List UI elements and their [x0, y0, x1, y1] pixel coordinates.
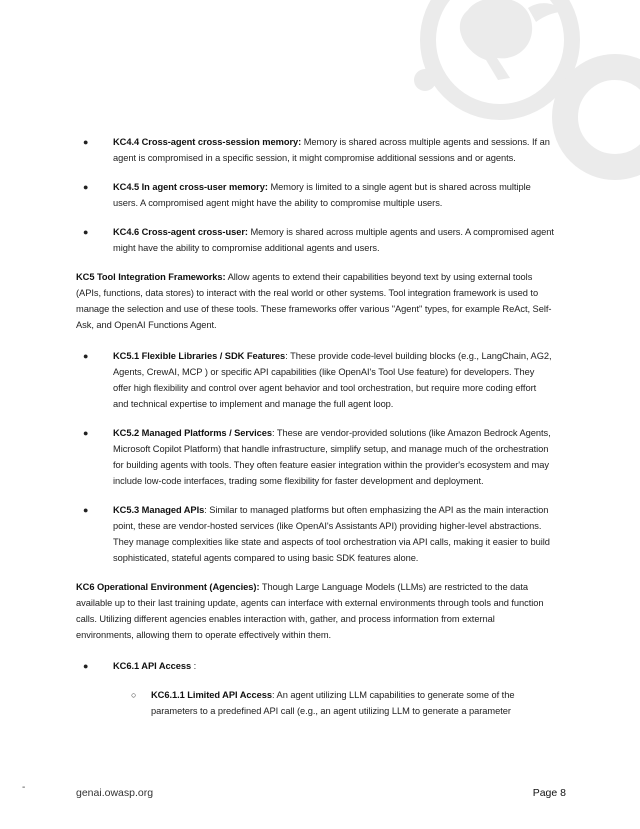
watermark-dot: [414, 69, 436, 91]
watermark-ring-small: [565, 67, 640, 167]
paragraph-title: KC6 Operational Environment (Agencies):: [76, 582, 260, 592]
list-item-kc4-5: [76, 179, 554, 211]
footer-url[interactable]: genai.owasp.org: [76, 787, 154, 799]
item-title: KC5.2 Managed Platforms / Services: [113, 428, 272, 438]
item-title: KC5.1 Flexible Libraries / SDK Features: [113, 351, 286, 361]
item-text: : These provide code-level building blocks (e.g., LangChain, AG2, Agents, CrewAI, MCP ) or specific API capabilities (like OpenAI's Tool Use feature) for developers. They offer high flexibility and control over agent behavior and tool orchestration, but require more coding effort and technical expertise to implement and manage the full agent loop.: [113, 351, 552, 409]
page-number: Page 8: [532, 787, 566, 799]
list-item-kc5-3: [76, 502, 554, 566]
bullet-icon: ●: [83, 505, 89, 515]
watermark-ring-large: [428, 0, 572, 112]
bullet-icon: ●: [83, 227, 89, 237]
item-title: KC4.4 Cross-agent cross-session memory:: [113, 137, 302, 147]
item-title: KC5.3 Managed APIs: [113, 505, 205, 515]
wasp-icon: [460, 0, 562, 80]
sub-list-item-kc6-1-1: [76, 687, 554, 719]
list-item-kc5-1: [76, 348, 554, 412]
hollow-bullet-icon: ○: [131, 690, 137, 700]
bullet-icon: ●: [83, 661, 89, 671]
item-text: Memory is limited to a single agent but is shared across multiple users. A compromised agent might have the ability to compromise multiple users.: [113, 182, 531, 208]
list-item-kc4-6: [76, 224, 554, 256]
bullet-icon: ●: [83, 428, 89, 438]
list-item-kc4-4: [76, 134, 554, 166]
bullet-icon: ●: [83, 182, 89, 192]
bullet-icon: ●: [83, 351, 89, 361]
item-text: : Similar to managed platforms but often emphasizing the API as the main interaction point, these are vendor-hosted services (like OpenAI's Assistants API) providing higher-level abstractions. They manage complexities like state and aspects of tool orchestration via API calls, making it easier to build sophisticated, stateful agents compared to using basic SDK features alone.: [113, 505, 550, 563]
document-body: [76, 134, 554, 732]
item-text: Memory is shared across multiple agents and users. A compromised agent might have the ability to compromise additional agents and users.: [113, 227, 554, 253]
list-item-kc6-1: [76, 658, 554, 674]
paragraph-title: KC5 Tool Integration Frameworks:: [76, 272, 226, 282]
item-text: Memory is shared across multiple agents and sessions. If an agent is compromised in a specific session, it might compromise additional sessions and or agents.: [113, 137, 550, 163]
item-text: : An agent utilizing LLM capabilities to generate some of the parameters to a predefined API call (e.g., an agent utilizing LLM to generate a parameter: [151, 690, 515, 716]
paragraph-kc5: [76, 269, 554, 333]
paragraph-kc6: [76, 579, 554, 643]
paragraph-text: Allow agents to extend their capabilities beyond text by using external tools (APIs, functions, data stores) to interact with the real world or other systems. Tool integration framework is used to manage the selection and use of these tools. These frameworks offer various "Agent" types, for example ReAct, Self-Ask, and OpenAI Functions Agent.: [76, 272, 552, 330]
list-item-kc5-2: [76, 425, 554, 489]
paragraph-text: Though Large Language Models (LLMs) are restricted to the data available up to their last training update, agents can interface with external environments through tools and function calls. Utilizing different agencies enables interaction with, gather, and process information from external environments, allowing them to operate effectively within them.: [76, 582, 544, 640]
item-title: KC6.1 API Access: [113, 661, 192, 671]
bullet-icon: ●: [83, 137, 89, 147]
item-title: KC4.6 Cross-agent cross-user:: [113, 227, 248, 237]
item-text: :: [191, 661, 197, 671]
footer-mark: -: [22, 782, 26, 793]
item-text: : These are vendor-provided solutions (like Amazon Bedrock Agents, Microsoft Copilot Platform) that handle infrastructure, simplify setup, and manage much of the orchestration for building agents with tools. They often feature easier integration within the provider's ecosystem and may include low-code interfaces, trading some flexibility for faster development and deployment.: [113, 428, 551, 486]
item-title: KC6.1.1 Limited API Access: [151, 690, 272, 700]
item-title: KC4.5 In agent cross-user memory:: [113, 182, 268, 192]
